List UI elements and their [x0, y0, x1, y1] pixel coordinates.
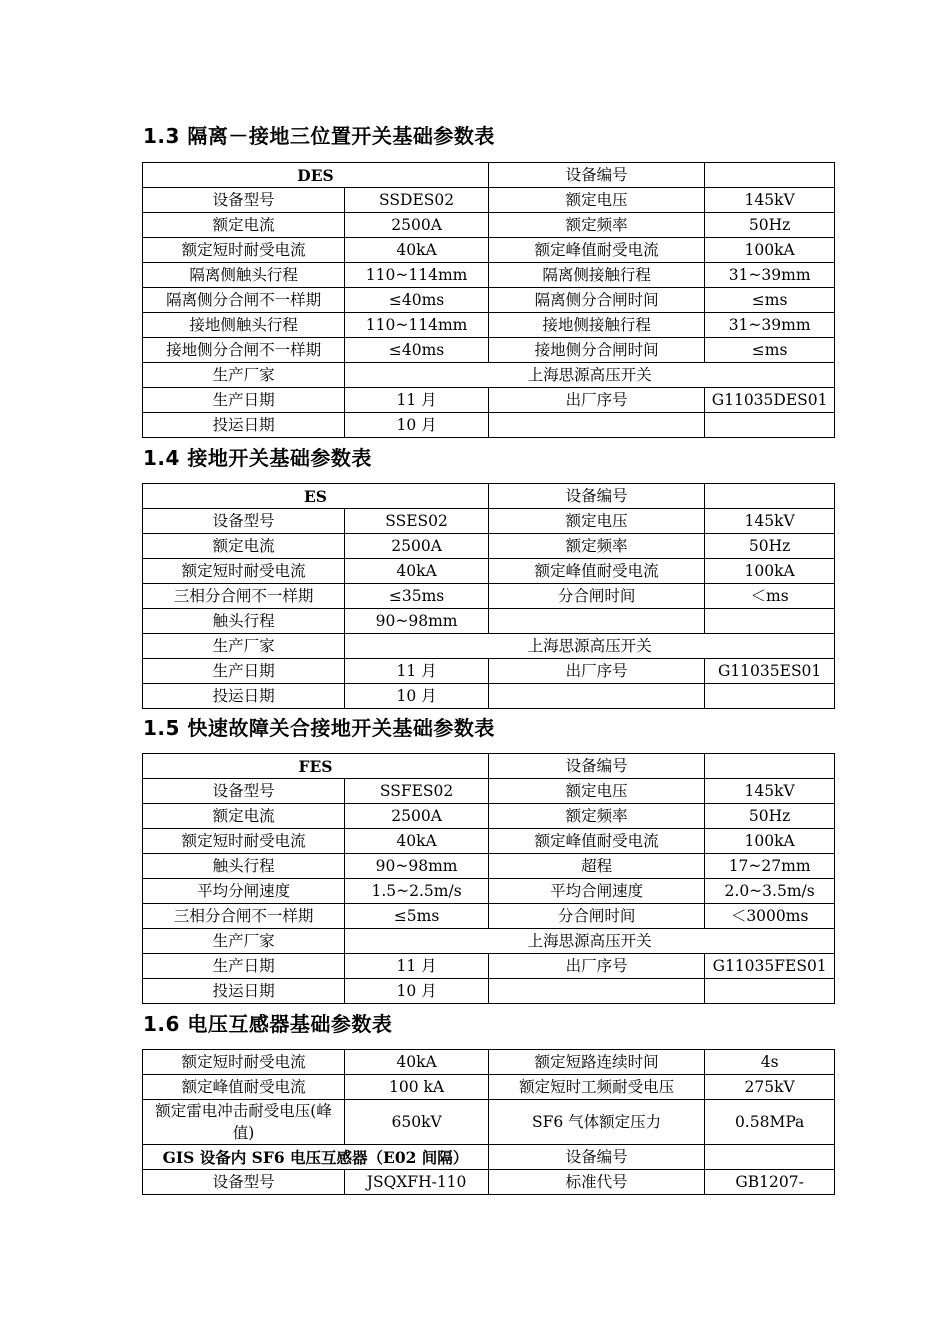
table-cell: 上海思源高压开关: [345, 929, 835, 954]
table-cell: 接地侧触头行程: [143, 313, 345, 338]
table-cell: 接地侧接触行程: [489, 313, 705, 338]
table-cell: 额定电压: [489, 188, 705, 213]
table-cell: 额定电压: [489, 779, 705, 804]
table-cell: 40kA: [345, 829, 489, 854]
table-cell: 额定峰值耐受电流: [489, 238, 705, 263]
table-row: [143, 929, 835, 954]
table-cell: 额定峰值耐受电流: [143, 1075, 345, 1100]
table-cell: 标准代号: [488, 1170, 704, 1195]
table-cell: SSES02: [345, 509, 489, 534]
section-heading-1-4: 1.4 接地开关基础参数表: [143, 446, 372, 470]
table-cell: 额定短时耐受电流: [143, 1050, 345, 1075]
table-cell: GIS 设备内 SF6 电压互感器（E02 间隔）: [143, 1145, 489, 1170]
table-cell: 设备型号: [143, 779, 345, 804]
table-cell: 出厂序号: [489, 954, 705, 979]
table-cell: ≤5ms: [345, 904, 489, 929]
table-cell: ES: [143, 484, 489, 509]
table-cell: [705, 609, 835, 634]
table-cell: 2.0~3.5m/s: [705, 879, 835, 904]
table-cell: 110~114mm: [345, 313, 489, 338]
table-cell: 设备编号: [489, 163, 705, 188]
table-cell: 额定峰值耐受电流: [489, 559, 705, 584]
table-cell: 平均分闸速度: [143, 879, 345, 904]
table-cell: [705, 684, 835, 709]
table-cell: FES: [143, 754, 489, 779]
table-cell: 设备编号: [488, 1145, 704, 1170]
table-row: [143, 263, 835, 288]
table-cell: 145kV: [705, 779, 835, 804]
table-row: [143, 484, 835, 509]
table-cell: 设备型号: [143, 509, 345, 534]
table-cell: 100kA: [705, 238, 835, 263]
table-cell: 设备型号: [143, 188, 345, 213]
table-cell: 设备型号: [143, 1170, 345, 1195]
table-cell: [705, 163, 835, 188]
table-row: [143, 238, 835, 263]
table-cell: 50Hz: [705, 804, 835, 829]
table-cell: 超程: [489, 854, 705, 879]
table-cell: 2500A: [345, 804, 489, 829]
table-cell: [489, 979, 705, 1004]
table-cell: 投运日期: [143, 413, 345, 438]
table-row: [143, 754, 835, 779]
table-cell: 额定频率: [489, 213, 705, 238]
table-cell: 三相分合闸不一样期: [143, 584, 345, 609]
table-cell: 110~114mm: [345, 263, 489, 288]
table-cell: SSFES02: [345, 779, 489, 804]
table-cell: 31~39mm: [705, 263, 835, 288]
table-row: [143, 1075, 835, 1100]
table-row: [143, 979, 835, 1004]
table-row: [143, 879, 835, 904]
table-row: [143, 388, 835, 413]
table-cell: [489, 413, 705, 438]
table-cell: SSDES02: [345, 188, 489, 213]
table-cell: 触头行程: [143, 609, 345, 634]
table-row: [143, 904, 835, 929]
table-cell: ＜3000ms: [705, 904, 835, 929]
table-cell: 三相分合闸不一样期: [143, 904, 345, 929]
table-cell: 额定电流: [143, 534, 345, 559]
table-cell: [705, 754, 835, 779]
table-cell: 2500A: [345, 534, 489, 559]
table-cell: 额定电压: [489, 509, 705, 534]
table-cell: 额定短路连续时间: [488, 1050, 704, 1075]
table-cell: 生产日期: [143, 659, 345, 684]
table-row: [143, 804, 835, 829]
table-row: [143, 829, 835, 854]
table-cell: DES: [143, 163, 489, 188]
fes-parameter-table: [142, 753, 835, 1004]
table-cell: 额定峰值耐受电流: [489, 829, 705, 854]
table-cell: 上海思源高压开关: [345, 634, 835, 659]
table-cell: 11 月: [345, 659, 489, 684]
table-cell: 10 月: [345, 979, 489, 1004]
table-row: [143, 954, 835, 979]
table-cell: 10 月: [345, 684, 489, 709]
table-cell: 额定频率: [489, 534, 705, 559]
table-cell: 145kV: [705, 509, 835, 534]
table-cell: ＜ms: [705, 584, 835, 609]
section-heading-1-6: 1.6 电压互感器基础参数表: [143, 1012, 393, 1036]
table-cell: 生产日期: [143, 954, 345, 979]
table-cell: 17~27mm: [705, 854, 835, 879]
table-cell: 90~98mm: [345, 609, 489, 634]
table-row: [143, 534, 835, 559]
table-row: [143, 559, 835, 584]
table-cell: [705, 1145, 835, 1170]
vt-parameter-table: [142, 1049, 835, 1195]
table-row: [143, 163, 835, 188]
table-cell: 出厂序号: [489, 659, 705, 684]
table-cell: [705, 484, 835, 509]
table-cell: 40kA: [345, 1050, 489, 1075]
table-cell: 11 月: [345, 954, 489, 979]
table-row: [143, 854, 835, 879]
table-cell: 生产厂家: [143, 363, 345, 388]
table-cell: 50Hz: [705, 534, 835, 559]
table-cell: 分合闸时间: [489, 584, 705, 609]
table-row: [143, 509, 835, 534]
table-cell: G11035FES01: [705, 954, 835, 979]
table-row: [143, 1050, 835, 1075]
table-row: [143, 1100, 835, 1145]
table-cell: 接地侧分合闸时间: [489, 338, 705, 363]
table-row: [143, 684, 835, 709]
table-row: [143, 609, 835, 634]
section-heading-1-3: 1.3 隔离－接地三位置开关基础参数表: [143, 124, 495, 148]
table-cell: 额定雷电冲击耐受电压(峰值): [143, 1100, 345, 1145]
table-row: [143, 1145, 835, 1170]
table-cell: 隔离侧分合闸不一样期: [143, 288, 345, 313]
table-row: [143, 779, 835, 804]
table-cell: 隔离侧分合闸时间: [489, 288, 705, 313]
section-heading-1-5: 1.5 快速故障关合接地开关基础参数表: [143, 716, 495, 740]
table-cell: 接地侧分合闸不一样期: [143, 338, 345, 363]
table-cell: 0.58MPa: [705, 1100, 835, 1145]
table-row: [143, 659, 835, 684]
table-cell: 设备编号: [489, 484, 705, 509]
table-cell: 10 月: [345, 413, 489, 438]
table-row: [143, 213, 835, 238]
table-cell: 生产日期: [143, 388, 345, 413]
table-cell: 额定短时耐受电流: [143, 829, 345, 854]
table-cell: 11 月: [345, 388, 489, 413]
table-row: [143, 338, 835, 363]
table-cell: 90~98mm: [345, 854, 489, 879]
table-cell: 额定短时耐受电流: [143, 238, 345, 263]
table-cell: 650kV: [345, 1100, 489, 1145]
table-cell: G11035ES01: [705, 659, 835, 684]
table-cell: 275kV: [705, 1075, 835, 1100]
table-cell: 31~39mm: [705, 313, 835, 338]
table-cell: 隔离侧触头行程: [143, 263, 345, 288]
table-cell: 100kA: [705, 829, 835, 854]
table-row: [143, 363, 835, 388]
table-cell: 额定短时工频耐受电压: [488, 1075, 704, 1100]
table-cell: [705, 413, 835, 438]
table-cell: SF6 气体额定压力: [488, 1100, 704, 1145]
table-cell: 分合闸时间: [489, 904, 705, 929]
table-cell: ≤ms: [705, 288, 835, 313]
table-row: [143, 584, 835, 609]
table-cell: JSQXFH-110: [345, 1170, 489, 1195]
table-cell: 触头行程: [143, 854, 345, 879]
table-cell: 100 kA: [345, 1075, 489, 1100]
table-cell: 平均合闸速度: [489, 879, 705, 904]
table-cell: ≤40ms: [345, 338, 489, 363]
table-cell: [705, 979, 835, 1004]
table-cell: 上海思源高压开关: [345, 363, 835, 388]
table-row: [143, 188, 835, 213]
table-cell: 隔离侧接触行程: [489, 263, 705, 288]
table-cell: 额定短时耐受电流: [143, 559, 345, 584]
table-cell: 生产厂家: [143, 929, 345, 954]
table-row: [143, 288, 835, 313]
table-cell: 2500A: [345, 213, 489, 238]
table-cell: 额定频率: [489, 804, 705, 829]
table-row: [143, 413, 835, 438]
table-cell: GB1207-: [705, 1170, 835, 1195]
table-cell: 投运日期: [143, 684, 345, 709]
es-parameter-table: [142, 483, 835, 709]
table-cell: ≤ms: [705, 338, 835, 363]
table-cell: 1.5~2.5m/s: [345, 879, 489, 904]
table-row: [143, 313, 835, 338]
table-cell: 投运日期: [143, 979, 345, 1004]
table-cell: G11035DES01: [705, 388, 835, 413]
table-cell: 50Hz: [705, 213, 835, 238]
table-cell: [489, 609, 705, 634]
table-cell: ≤35ms: [345, 584, 489, 609]
table-cell: 额定电流: [143, 213, 345, 238]
table-row: [143, 634, 835, 659]
table-cell: ≤40ms: [345, 288, 489, 313]
table-cell: 额定电流: [143, 804, 345, 829]
des-parameter-table: [142, 162, 835, 438]
table-cell: 40kA: [345, 238, 489, 263]
table-cell: 145kV: [705, 188, 835, 213]
table-cell: [489, 684, 705, 709]
table-row: [143, 1170, 835, 1195]
table-cell: 4s: [705, 1050, 835, 1075]
table-cell: 生产厂家: [143, 634, 345, 659]
table-cell: 40kA: [345, 559, 489, 584]
table-cell: 出厂序号: [489, 388, 705, 413]
table-cell: 100kA: [705, 559, 835, 584]
table-cell: 设备编号: [489, 754, 705, 779]
